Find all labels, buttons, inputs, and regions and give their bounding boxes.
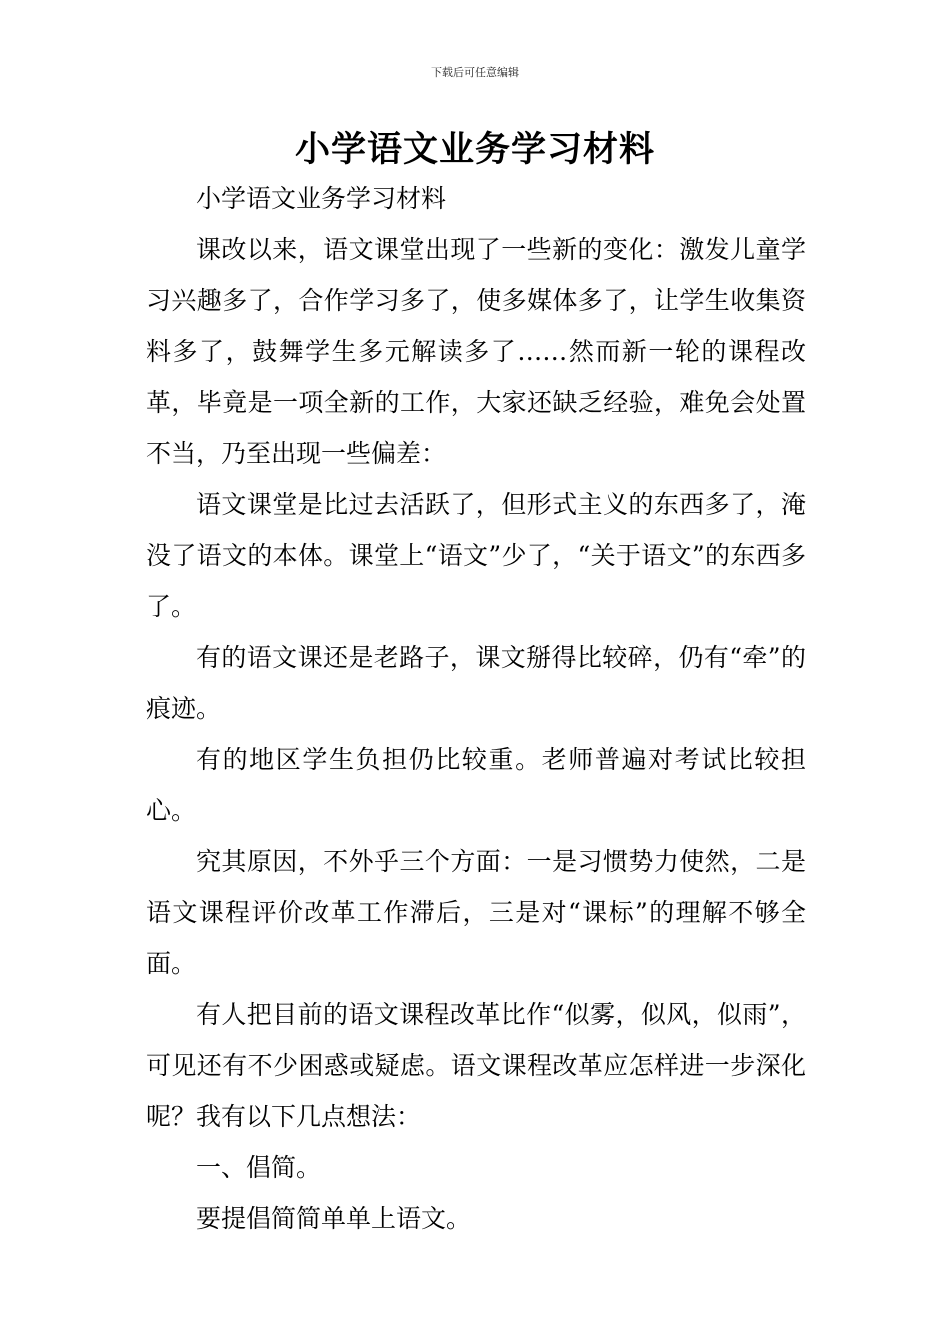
paragraph: 要提倡简简单单上语文。	[196, 1204, 472, 1233]
paragraph: 课改以来，语文课堂出现了一些新的变化：激发儿童学习兴趣多了，合作学习多了，使多媒体多了，让学生收集资料多了，鼓舞学生多元解读多了……然而新一轮的课程改革，毕竟是一项全新的工作，大家还缺乏经验，难免会处置不当，乃至出现一些偏差：	[146, 235, 806, 468]
paragraph: 有的语文课还是老路子，课文掰得比较碎，仍有“牵”的痕迹。	[146, 643, 806, 723]
paragraph: 有的地区学生负担仍比较重。老师普遍对考试比较担心。	[146, 745, 806, 825]
paragraph-subtitle: 小学语文业务学习材料	[196, 184, 447, 213]
header-note: 下载后可任意编辑	[431, 66, 519, 79]
section-heading: 一、倡简。	[196, 1153, 322, 1182]
document-title: 小学语文业务学习材料	[294, 129, 655, 170]
paragraph: 有人把目前的语文课程改革比作“似雾，似风，似雨”，可见还有不少困惑或疑虑。语文课程改革应怎样进一步深化呢？我有以下几点想法：	[146, 1000, 806, 1131]
paragraph: 语文课堂是比过去活跃了，但形式主义的东西多了，淹没了语文的本体。课堂上“语文”少了，“关于语文”的东西多了。	[146, 490, 806, 621]
document-body	[146, 173, 806, 1244]
paragraph: 究其原因，不外乎三个方面：一是习惯势力使然，二是语文课程评价改革工作滞后，三是对“课标”的理解不够全面。	[146, 847, 806, 978]
